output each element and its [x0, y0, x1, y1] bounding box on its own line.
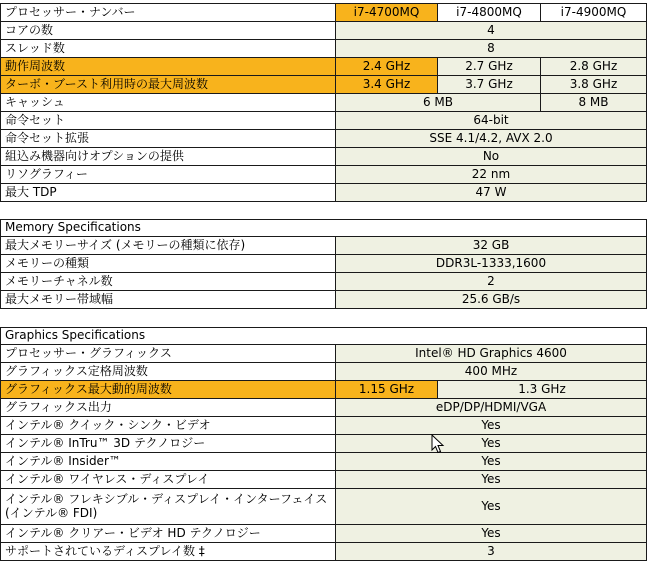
table-row — [0, 273, 649, 291]
row-label: キャッシュ — [0, 94, 336, 112]
row-label: メモリーチャネル数 — [0, 273, 336, 291]
row-value: Yes — [336, 489, 647, 525]
row-label: インテル® クイック・シンク・ビデオ — [0, 417, 336, 435]
table-row — [0, 435, 649, 453]
row-value: No — [336, 148, 647, 166]
row-value: Yes — [336, 453, 647, 471]
row-label: インテル® フレキシブル・ディスプレイ・インターフェイス (インテル® FDI) — [0, 489, 336, 525]
row-value: 32 GB — [336, 237, 647, 255]
row-label: サポートされているディスプレイ数 ‡ — [0, 543, 336, 561]
row-label: グラフィックス最大動的周波数 — [0, 381, 336, 399]
row-label: プロセッサー・ナンバー — [0, 3, 336, 22]
row-value: 64-bit — [336, 112, 647, 130]
row-value: Yes — [336, 417, 647, 435]
row-label: メモリーの種類 — [0, 255, 336, 273]
row-label: 命令セット拡張 — [0, 130, 336, 148]
table-row — [0, 94, 649, 112]
table-row — [0, 381, 649, 399]
row-value: DDR3L-1333,1600 — [336, 255, 647, 273]
row-value: 8 — [336, 40, 647, 58]
row-value: 3.7 GHz — [438, 76, 541, 94]
row-label: インテル® ワイヤレス・ディスプレイ — [0, 471, 336, 489]
row-value: 25.6 GB/s — [336, 291, 647, 309]
table-row — [0, 255, 649, 273]
table-row — [0, 237, 649, 255]
row-label: コアの数 — [0, 22, 336, 40]
section-title: Memory Specifications — [0, 219, 647, 237]
row-label: プロセッサー・グラフィックス — [0, 345, 336, 363]
row-label: インテル® InTru™ 3D テクノロジー — [0, 435, 336, 453]
row-value: 2.4 GHz — [336, 58, 438, 76]
row-label: 命令セット — [0, 112, 336, 130]
row-value: 4 — [336, 22, 647, 40]
row-label: グラフィックス出力 — [0, 399, 336, 417]
table-row — [0, 399, 649, 417]
table-row — [0, 345, 649, 363]
row-label: インテル® Insider™ — [0, 453, 336, 471]
table-row — [0, 363, 649, 381]
table-row — [0, 40, 649, 58]
table-row — [0, 453, 649, 471]
table-row — [0, 130, 649, 148]
row-label: スレッド数 — [0, 40, 336, 58]
row-label: ターボ・ブースト利用時の最大周波数 — [0, 76, 336, 94]
row-value: 47 W — [336, 184, 647, 202]
row-value: 3.8 GHz — [541, 76, 647, 94]
row-value: 2.8 GHz — [541, 58, 647, 76]
row-value: 400 MHz — [336, 363, 647, 381]
model-column-header: i7-4700MQ — [336, 3, 438, 22]
row-value: SSE 4.1/4.2, AVX 2.0 — [336, 130, 647, 148]
row-value: 3.4 GHz — [336, 76, 438, 94]
row-label: 動作周波数 — [0, 58, 336, 76]
row-value: 3 — [336, 543, 647, 561]
table-row — [0, 417, 649, 435]
row-label: 最大 TDP — [0, 184, 336, 202]
table-row — [0, 76, 649, 94]
row-value: 1.3 GHz — [438, 381, 647, 399]
row-value: Yes — [336, 525, 647, 543]
section-header — [0, 219, 649, 237]
row-value: 8 MB — [541, 94, 647, 112]
row-label: リソグラフィー — [0, 166, 336, 184]
table-row — [0, 489, 649, 525]
section-header — [0, 327, 649, 345]
table-row — [0, 58, 649, 76]
row-value: 22 nm — [336, 166, 647, 184]
section-title: Graphics Specifications — [0, 327, 647, 345]
table-row — [0, 148, 649, 166]
row-value: 2 — [336, 273, 647, 291]
row-label: 最大メモリーサイズ (メモリーの種類に依存) — [0, 237, 336, 255]
model-column-header: i7-4900MQ — [541, 3, 647, 22]
mouse-pointer-icon — [431, 434, 445, 454]
table-row — [0, 166, 649, 184]
table-row — [0, 543, 649, 561]
row-value: Yes — [336, 471, 647, 489]
row-value: 2.7 GHz — [438, 58, 541, 76]
row-value: 1.15 GHz — [336, 381, 438, 399]
row-value: 6 MB — [336, 94, 541, 112]
row-label: 最大メモリー帯域幅 — [0, 291, 336, 309]
row-value: eDP/DP/HDMI/VGA — [336, 399, 647, 417]
model-column-header: i7-4800MQ — [438, 3, 541, 22]
row-label: インテル® クリアー・ビデオ HD テクノロジー — [0, 525, 336, 543]
row-value: Intel® HD Graphics 4600 — [336, 345, 647, 363]
table-row — [0, 471, 649, 489]
table-row — [0, 3, 649, 22]
row-label: グラフィックス定格周波数 — [0, 363, 336, 381]
table-row — [0, 22, 649, 40]
table-row — [0, 112, 649, 130]
table-row — [0, 291, 649, 309]
row-label: 組込み機器向けオプションの提供 — [0, 148, 336, 166]
table-row — [0, 184, 649, 202]
table-row — [0, 525, 649, 543]
row-value: Yes — [336, 435, 647, 453]
